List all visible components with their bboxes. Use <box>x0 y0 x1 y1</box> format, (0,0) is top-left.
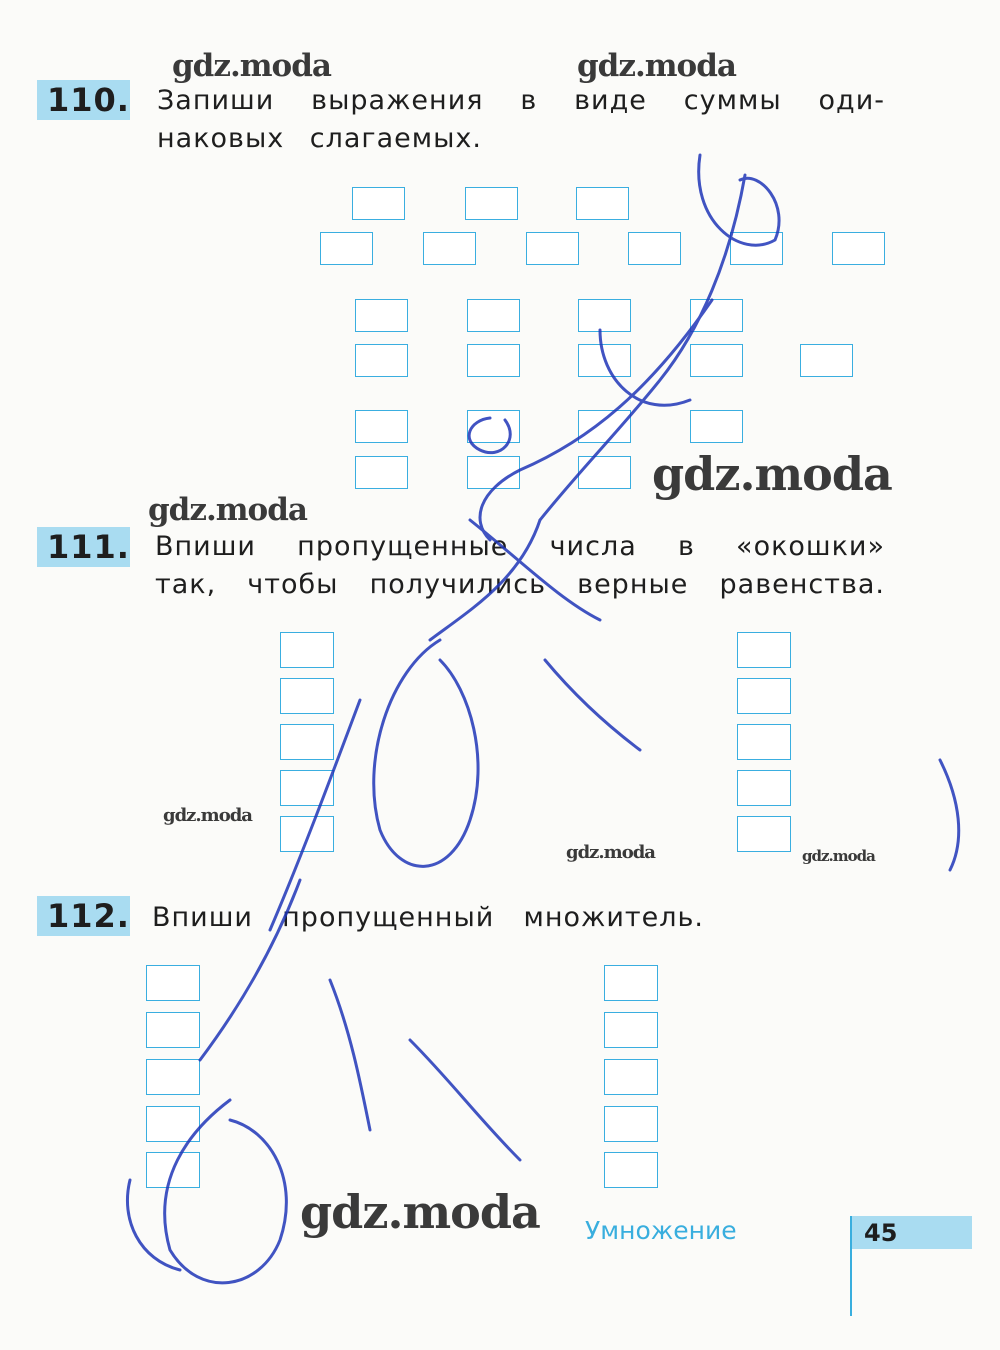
exercise-111-text <box>155 528 885 565</box>
task-line: Впиши пропущенные числа в «окошки» <box>155 531 885 562</box>
watermark: gdz.moda <box>163 805 252 826</box>
answer-box[interactable] <box>578 299 631 332</box>
answer-box[interactable] <box>800 344 853 377</box>
watermark: gdz.moda <box>300 1185 540 1239</box>
answer-box[interactable] <box>467 410 520 443</box>
answer-box[interactable] <box>604 1152 658 1188</box>
answer-box[interactable] <box>280 724 334 760</box>
watermark: gdz.moda <box>802 847 875 865</box>
answer-box[interactable] <box>280 632 334 668</box>
exercise-number-112: 112. <box>37 896 130 936</box>
answer-box[interactable] <box>604 1059 658 1095</box>
answer-box[interactable] <box>146 1106 200 1142</box>
answer-box[interactable] <box>355 410 408 443</box>
exercise-110-text-2 <box>157 120 482 157</box>
answer-box[interactable] <box>355 344 408 377</box>
task-line: так, чтобы получились верные равенства. <box>155 569 885 600</box>
exercise-111-text-2 <box>155 566 885 603</box>
exercise-number-110: 110. <box>37 80 130 120</box>
answer-box[interactable] <box>423 232 476 265</box>
answer-box[interactable] <box>320 232 373 265</box>
watermark: gdz.moda <box>566 842 655 863</box>
answer-box[interactable] <box>578 344 631 377</box>
task-line: наковых слагаемых. <box>157 123 482 154</box>
answer-box[interactable] <box>467 456 520 489</box>
answer-box[interactable] <box>628 232 681 265</box>
exercise-112-text <box>152 899 704 936</box>
answer-box[interactable] <box>737 678 791 714</box>
answer-box[interactable] <box>355 456 408 489</box>
answer-box[interactable] <box>737 816 791 852</box>
answer-box[interactable] <box>604 1012 658 1048</box>
answer-box[interactable] <box>465 187 518 220</box>
answer-box[interactable] <box>730 232 783 265</box>
answer-box[interactable] <box>737 632 791 668</box>
answer-box[interactable] <box>832 232 885 265</box>
answer-box[interactable] <box>146 1012 200 1048</box>
watermark: gdz.moda <box>577 48 736 84</box>
answer-box[interactable] <box>467 344 520 377</box>
answer-box[interactable] <box>576 187 629 220</box>
answer-box[interactable] <box>280 770 334 806</box>
answer-box[interactable] <box>280 816 334 852</box>
answer-box[interactable] <box>146 1152 200 1188</box>
answer-box[interactable] <box>737 724 791 760</box>
answer-box[interactable] <box>146 965 200 1001</box>
answer-box[interactable] <box>352 187 405 220</box>
watermark: gdz.moda <box>148 492 307 528</box>
answer-box[interactable] <box>578 410 631 443</box>
answer-box[interactable] <box>604 965 658 1001</box>
answer-box[interactable] <box>280 678 334 714</box>
answer-box[interactable] <box>146 1059 200 1095</box>
answer-box[interactable] <box>604 1106 658 1142</box>
answer-box[interactable] <box>578 456 631 489</box>
page-number: 45 <box>852 1216 972 1249</box>
task-line: Впиши пропущенный множитель. <box>152 902 704 933</box>
answer-box[interactable] <box>355 299 408 332</box>
task-line: Запиши выражения в виде суммы оди- <box>157 85 885 116</box>
chapter-label: Умножение <box>585 1216 737 1245</box>
answer-box[interactable] <box>467 299 520 332</box>
watermark: gdz.moda <box>172 48 331 84</box>
answer-box[interactable] <box>690 344 743 377</box>
margin-line <box>850 1216 852 1316</box>
answer-box[interactable] <box>690 299 743 332</box>
answer-box[interactable] <box>690 410 743 443</box>
watermark: gdz.moda <box>652 447 892 501</box>
answer-box[interactable] <box>526 232 579 265</box>
exercise-number-111: 111. <box>37 527 130 567</box>
answer-box[interactable] <box>737 770 791 806</box>
exercise-110-text <box>157 82 885 119</box>
